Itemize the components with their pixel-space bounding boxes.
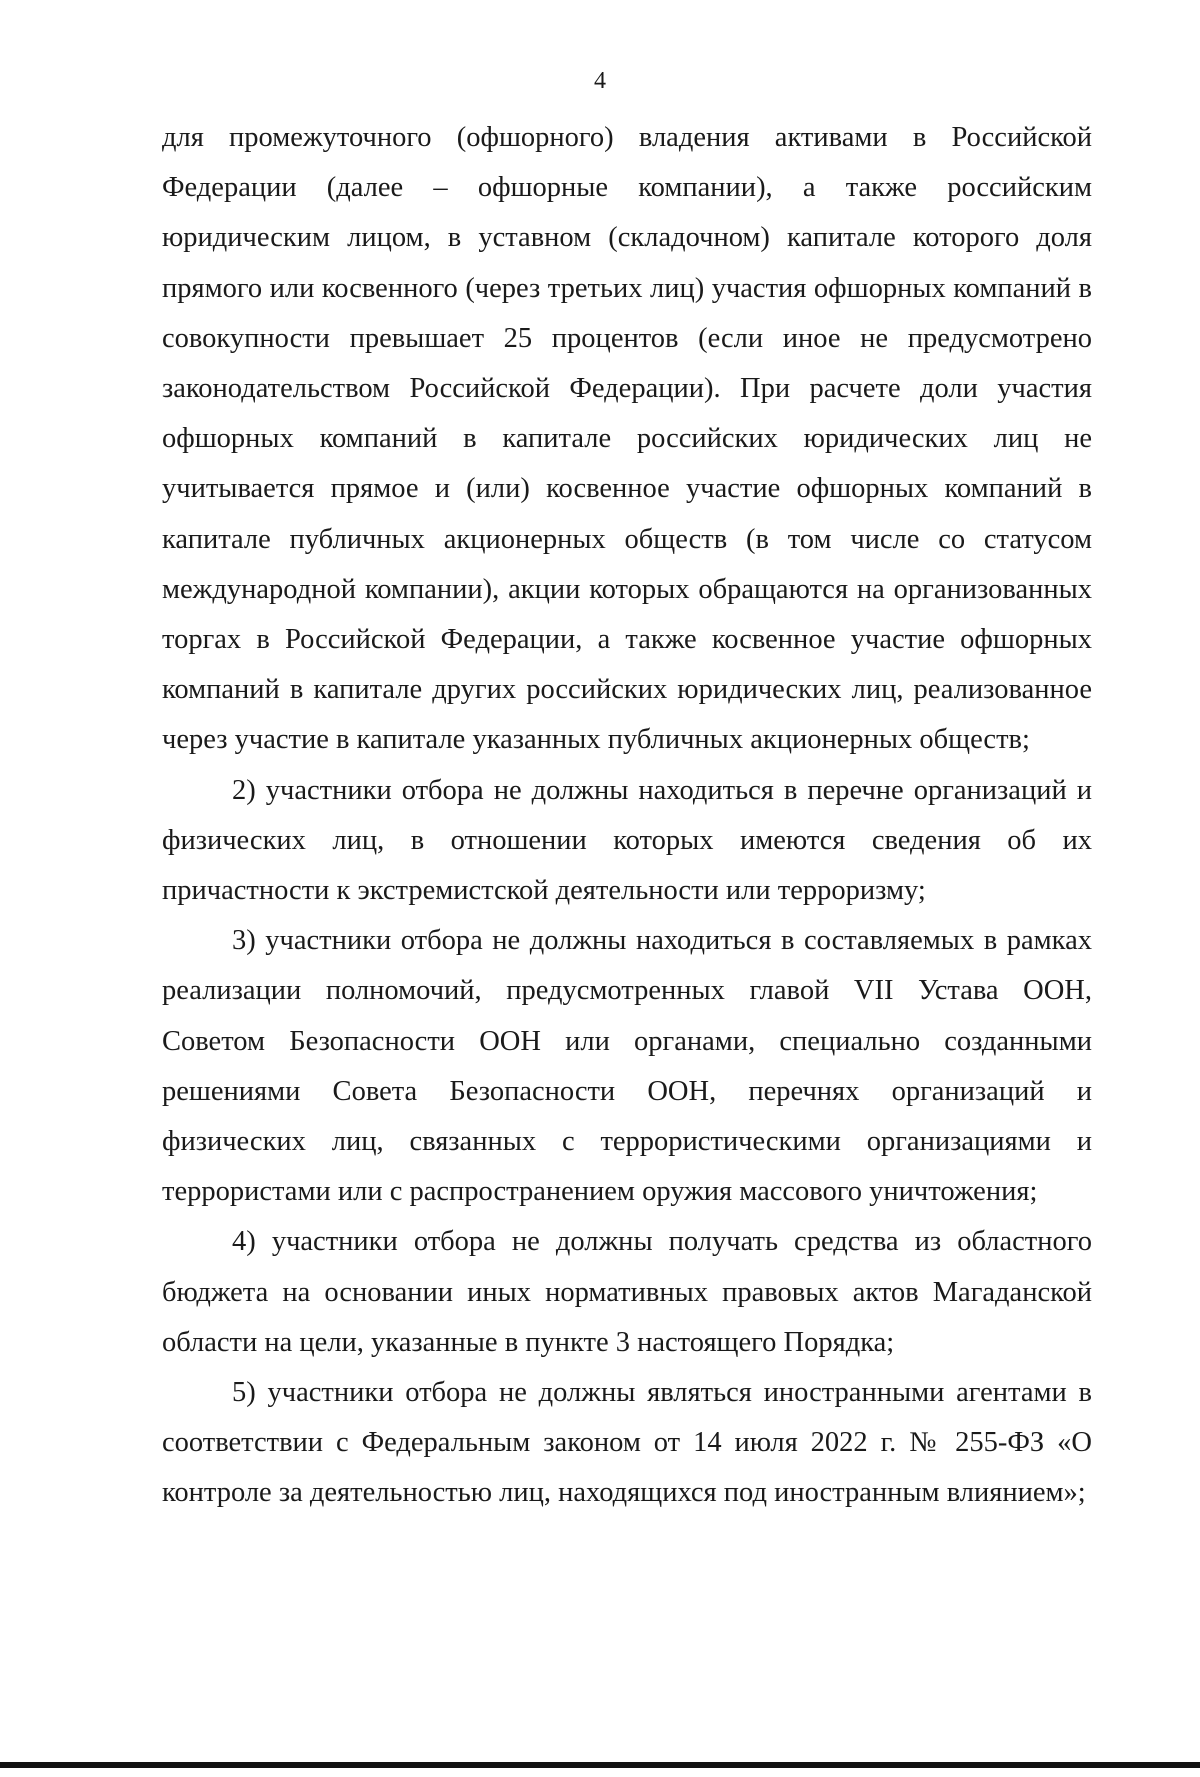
paragraph-item-3-un-lists: 3) участники отбора не должны находиться в составляемых в рамках реализации полномочий, предусмотренных главой VII Устава ООН, Советом Безопасности ООН или органами, специально созданными решениями Совета Безопасности ООН, перечнях организаций и физических лиц, связанных с террористическими организациями и террористами или с распространением оружия массового уничтожения; [162,925,1092,1208]
paragraph-item-5-foreign-agents: 5) участники отбора не должны являться иностранными агентами в соответствии с Федеральным законом от 14 июля 2022 г. № 255-ФЗ «О контроле за деятельностью лиц, находящихся под иностранным влиянием»; [162,1377,1092,1509]
document-body [162,113,1092,1519]
scan-bottom-edge [0,1762,1200,1768]
page-number: 4 [594,68,606,94]
paragraph-offshore-continuation: для промежуточного (офшорного) владения активами в Российской Федерации (далее – офшорные компании), а также российским юридическим лицом, в уставном (складочном) капитале которого доля прямого или косвенного (через третьих лиц) участия офшорных компаний в совокупности превышает 25 процентов (если иное не предусмотрено законодательством Российской Федерации). При расчете доли участия офшорных компаний в капитале российских юридических лиц не учитывается прямое и (или) косвенное участие офшорных компаний в капитале публичных акционерных обществ (в том числе со статусом международной компании), акции которых обращаются на организованных торгах в Российской Федерации, а также косвенное участие офшорных компаний в капитале других российских юридических лиц, реализованное через участие в капитале указанных публичных акционерных обществ; [162,122,1092,756]
paragraph-item-4-regional-budget: 4) участники отбора не должны получать средства из областного бюджета на основании иных нормативных правовых актов Магаданской области на цели, указанные в пункте 3 настоящего Порядка; [162,1226,1092,1358]
paragraph-item-2-extremism: 2) участники отбора не должны находиться в перечне организаций и физических лиц, в отношении которых имеются сведения об их причастности к экстремистской деятельности или терроризму; [162,774,1092,907]
